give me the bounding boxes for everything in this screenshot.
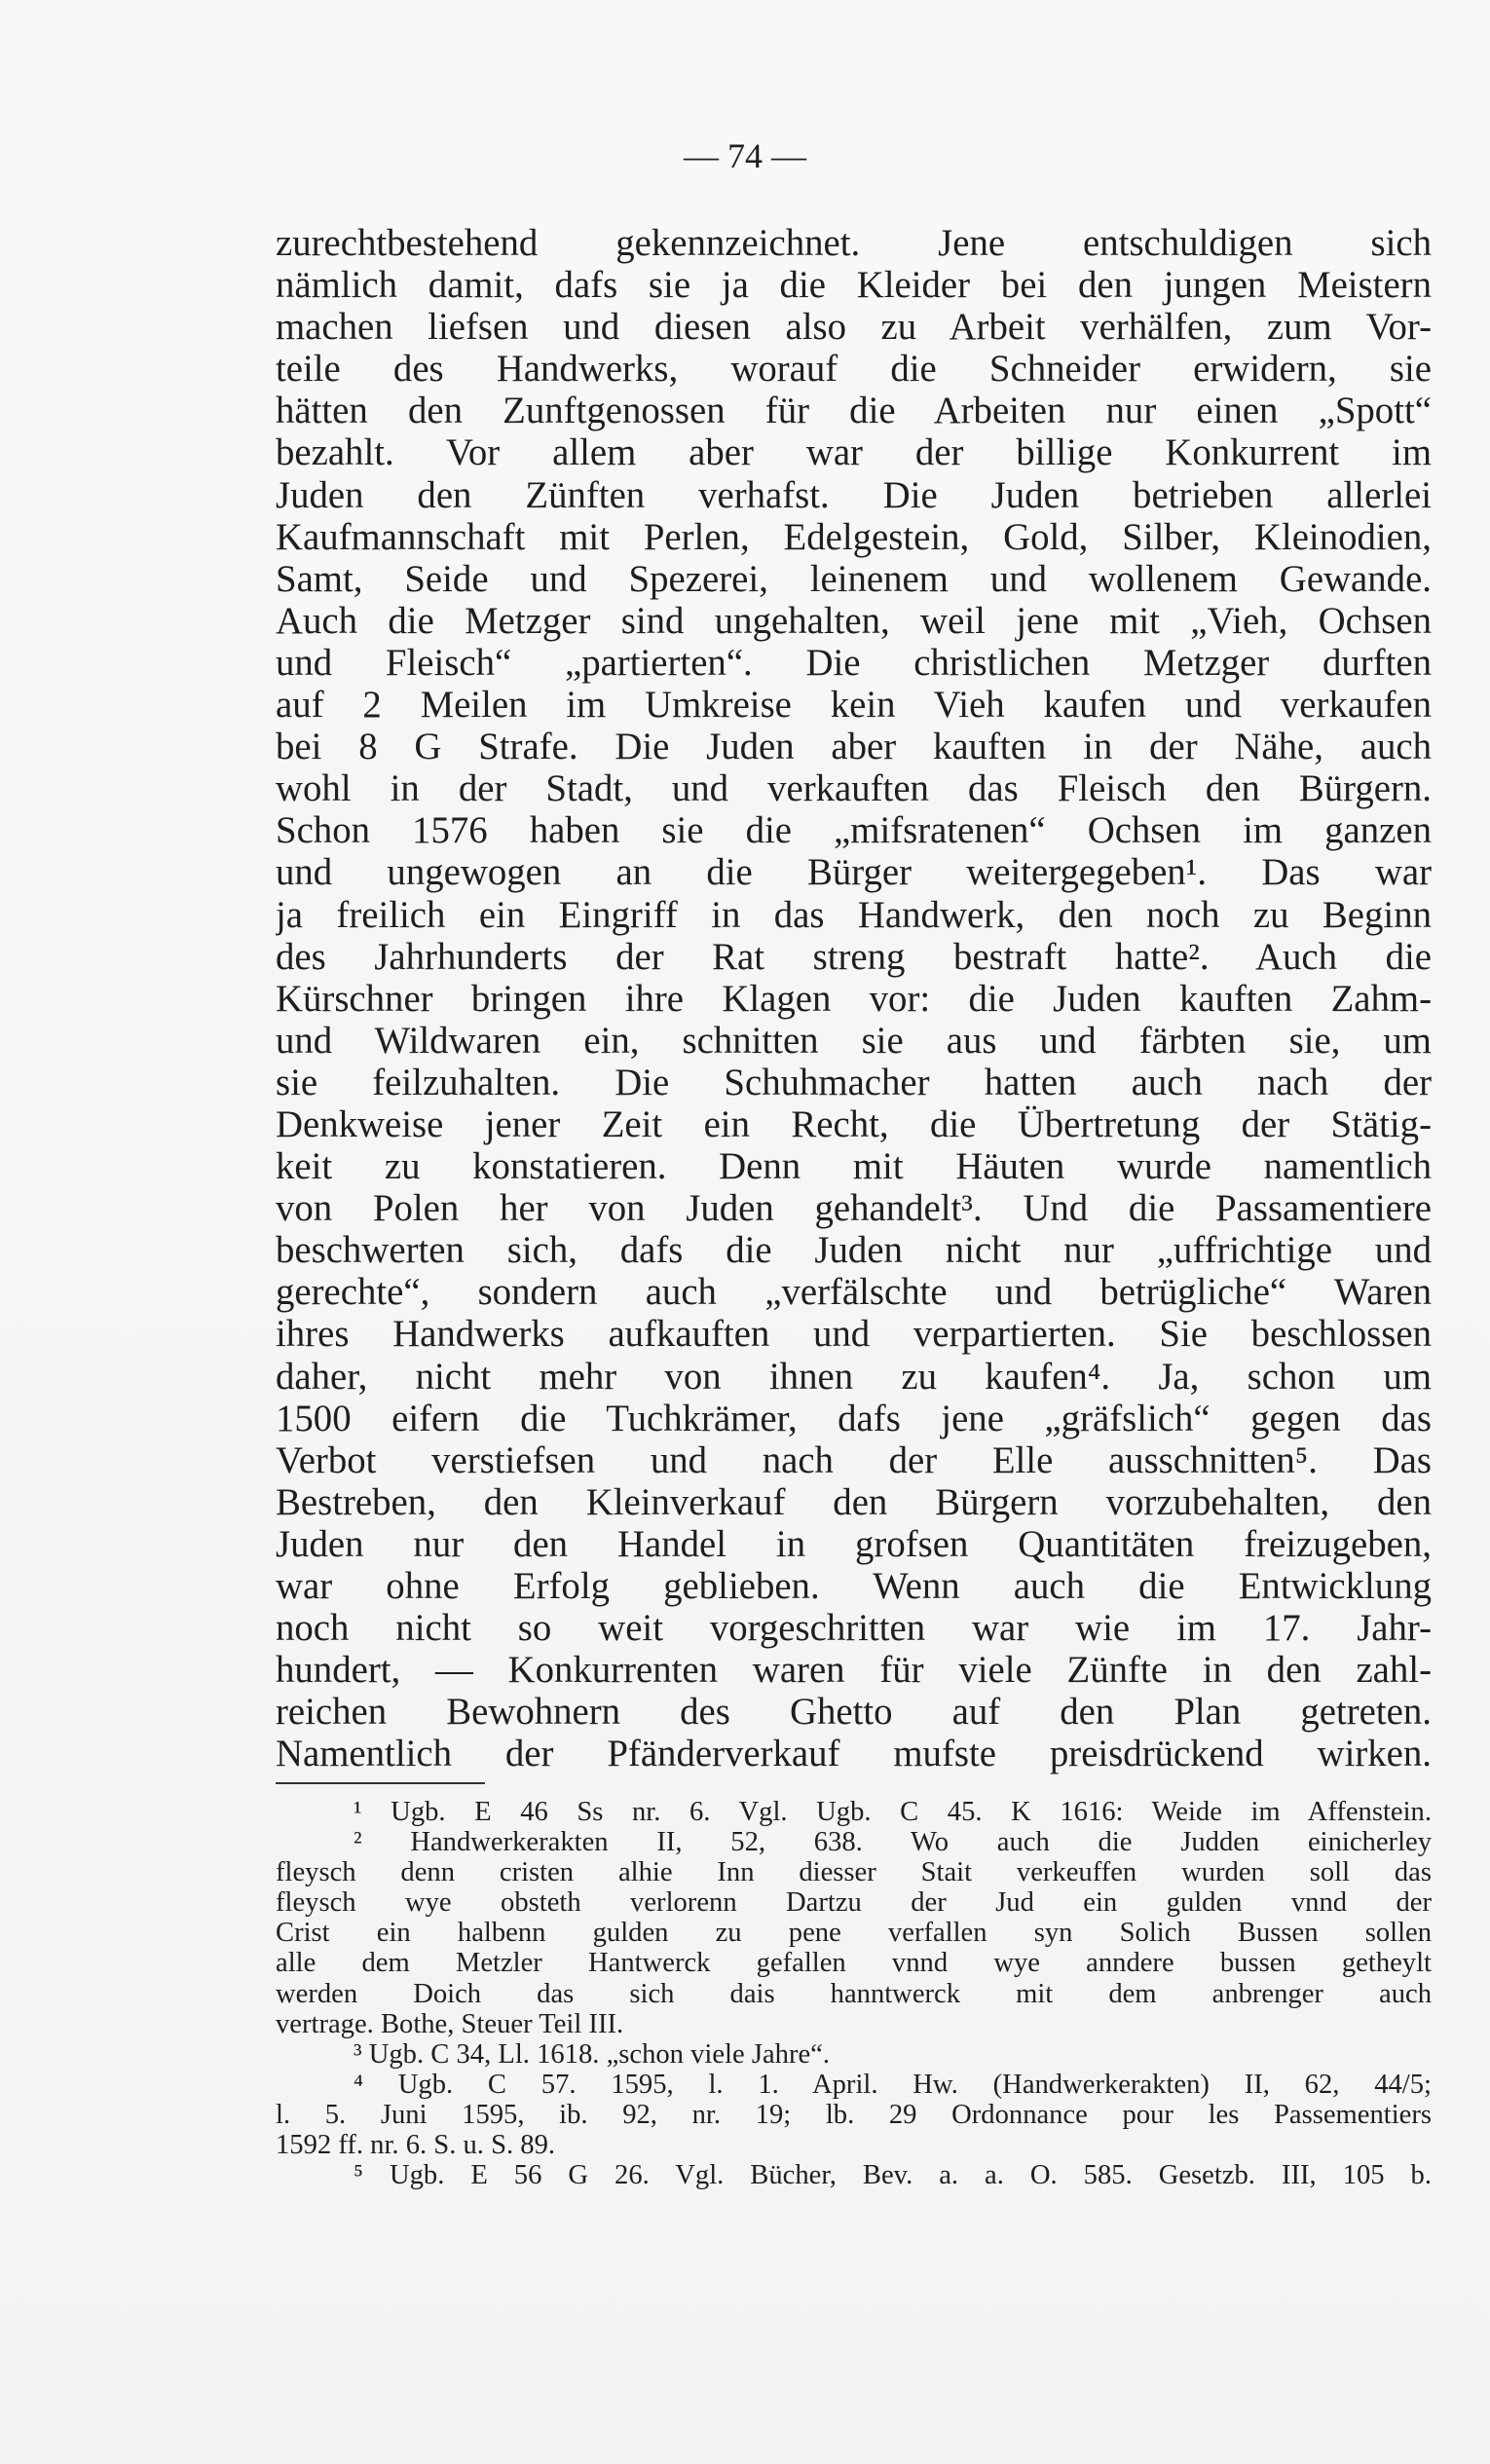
text-line: war ohne Erfolg geblieben. Wenn auch die Entwicklung xyxy=(276,1565,1432,1607)
text-line: Kürschner bringen ihre Klagen vor: die Juden kauften Zahm- xyxy=(276,977,1432,1020)
footnote-line: ³ Ugb. C 34, Ll. 1618. „schon viele Jahre“. xyxy=(354,2038,830,2070)
text-line: von Polen her von Juden gehandelt³. Und die Passamentiere xyxy=(276,1187,1432,1230)
text-line: Juden den Zünften verhafst. Die Juden betrieben allerlei xyxy=(276,473,1432,516)
text-line: und Wildwaren ein, schnitten sie aus und färbten sie, um xyxy=(276,1019,1432,1062)
text-line: und Fleisch“ „partierten“. Die christlichen Metzger durften xyxy=(276,641,1432,684)
text-line: bezahlt. Vor allem aber war der billige Konkurrent im xyxy=(276,431,1432,474)
footnote-line: ² Handwerkerakten II, 52, 638. Wo auch die Judden einicherley xyxy=(354,1827,1432,1858)
footnote-line: fleysch wye obsteth verlorenn Dartzu der Jud ein gulden vnnd der xyxy=(276,1887,1432,1919)
text-line: ihres Handwerks aufkauften und verpartierten. Sie beschlossen xyxy=(276,1313,1432,1356)
footnote-line: Crist ein halbenn gulden zu pene verfallen syn Solich Bussen sollen xyxy=(276,1918,1432,1949)
text-line: nämlich damit, dafs sie ja die Kleider bei den jungen Meistern xyxy=(276,264,1432,307)
footnote-line: alle dem Metzler Hantwerck gefallen vnnd wye anndere bussen getheylt xyxy=(276,1948,1432,1979)
text-line: ja freilich ein Eingriff in das Handwerk, den noch zu Beginn xyxy=(276,893,1432,936)
text-line: sie feilzuhalten. Die Schuhmacher hatten auch nach der xyxy=(276,1061,1432,1103)
text-line: Samt, Seide und Spezerei, leinenem und wollenem Gewande. xyxy=(276,557,1432,600)
text-line: Kaufmannschaft mit Perlen, Edelgestein, Gold, Silber, Kleinodien, xyxy=(276,515,1432,558)
text-line: machen liefsen und diesen also zu Arbeit verhälfen, zum Vor- xyxy=(276,306,1432,349)
text-line: hätten den Zunftgenossen für die Arbeiten nur einen „Spott“ xyxy=(276,390,1432,432)
text-line: gerechte“, sondern auch „verfälschte und betrügliche“ Waren xyxy=(276,1271,1432,1314)
text-line: und ungewogen an die Bürger weitergegeben¹. Das war xyxy=(276,851,1432,894)
text-line: Namentlich der Pfänderverkauf mufste preisdrückend wirken. xyxy=(276,1733,1432,1775)
text-line: 1500 eifern die Tuchkrämer, dafs jene „gräfslich“ gegen das xyxy=(276,1397,1432,1439)
page-number: — 74 — xyxy=(684,136,806,175)
footnotes-block xyxy=(276,1797,1432,2190)
footnote-line: ⁴ Ugb. C 57. 1595, l. 1. April. Hw. (Handwerkerakten) II, 62, 44/5; xyxy=(354,2069,1432,2100)
text-line: beschwerten sich, dafs die Juden nicht nur „uffrichtige und xyxy=(276,1229,1432,1272)
main-text-block xyxy=(276,222,1432,1774)
footnote-line: fleysch denn cristen alhie Inn diesser Stait verkeuffen wurden soll das xyxy=(276,1857,1432,1888)
text-line: wohl in der Stadt, und verkauften das Fleisch den Bürgern. xyxy=(276,767,1432,810)
footnote-line: l. 5. Juni 1595, ib. 92, nr. 19; lb. 29 Ordonnance pour les Passementiers xyxy=(276,2099,1432,2130)
text-line: Juden nur den Handel in grofsen Quantitäten freizugeben, xyxy=(276,1522,1432,1565)
text-line: zurechtbestehend gekennzeichnet. Jene entschuldigen sich xyxy=(276,222,1432,264)
footnote-separator-rule xyxy=(276,1782,485,1784)
text-line: Denkweise jener Zeit ein Recht, die Übertretung der Stätig- xyxy=(276,1102,1432,1145)
footnote-line: vertrage. Bothe, Steuer Teil III. xyxy=(276,2008,624,2039)
text-line: reichen Bewohnern des Ghetto auf den Plan getreten. xyxy=(276,1691,1432,1734)
text-line: Auch die Metzger sind ungehalten, weil jene mit „Vieh, Ochsen xyxy=(276,599,1432,642)
text-line: Schon 1576 haben sie die „mifsratenen“ Ochsen im ganzen xyxy=(276,809,1432,852)
text-line: keit zu konstatieren. Denn mit Häuten wurde namentlich xyxy=(276,1145,1432,1188)
text-line: bei 8 G Strafe. Die Juden aber kauften in der Nähe, auch xyxy=(276,726,1432,768)
footnote-line: ⁵ Ugb. E 56 G 26. Vgl. Bücher, Bev. a. a. O. 585. Gesetzb. III, 105 b. xyxy=(354,2160,1432,2191)
text-line: daher, nicht mehr von ihnen zu kaufen⁴. Ja, schon um xyxy=(276,1355,1432,1398)
footnote-line: ¹ Ugb. E 46 Ss nr. 6. Vgl. Ugb. C 45. K 1616: Weide im Affenstein. xyxy=(354,1797,1432,1827)
text-line: noch nicht so weit vorgeschritten war wie im 17. Jahr- xyxy=(276,1607,1432,1650)
text-line: hundert, — Konkurrenten waren für viele Zünfte in den zahl- xyxy=(276,1649,1432,1692)
text-line: Bestreben, den Kleinverkauf den Bürgern vorzubehalten, den xyxy=(276,1480,1432,1523)
text-line: Verbot verstiefsen und nach der Elle ausschnitten⁵. Das xyxy=(276,1438,1432,1481)
footnote-line: werden Doich das sich dais hanntwerck mit dem anbrenger auch xyxy=(276,1978,1432,2009)
text-line: teile des Handwerks, worauf die Schneider erwidern, sie xyxy=(276,348,1432,391)
text-line: auf 2 Meilen im Umkreise kein Vieh kaufen und verkaufen xyxy=(276,684,1432,727)
text-line: des Jahrhunderts der Rat streng bestraft hatte². Auch die xyxy=(276,935,1432,978)
footnote-line: 1592 ff. nr. 6. S. u. S. 89. xyxy=(276,2130,556,2161)
